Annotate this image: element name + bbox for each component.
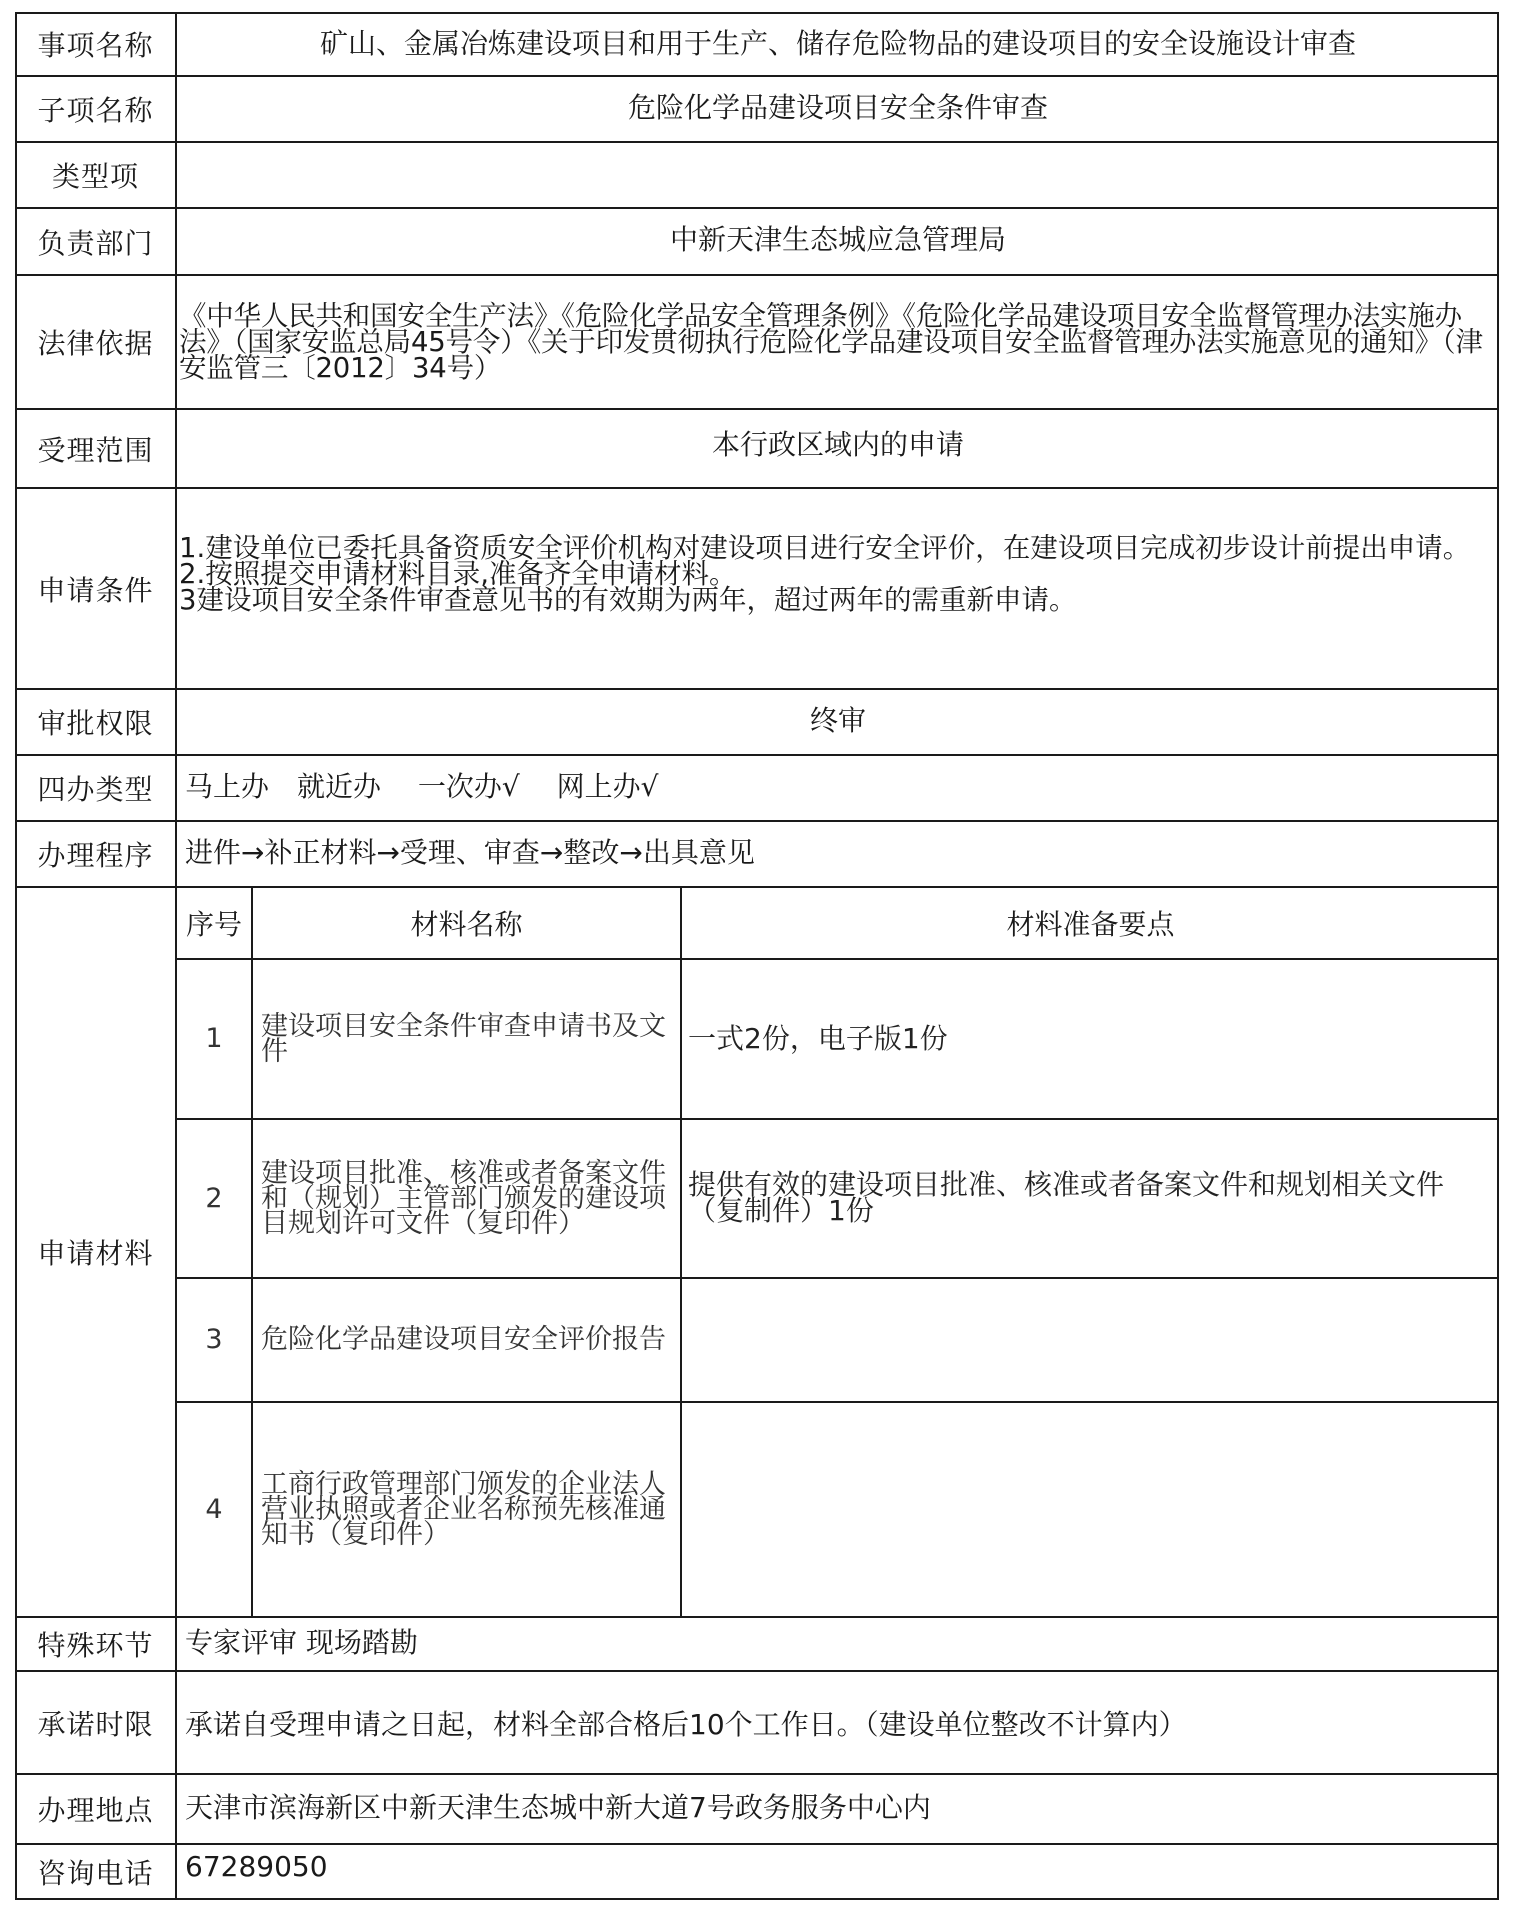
authority-label: 审批权限 [37, 707, 154, 740]
material-requirements [682, 1402, 1499, 1616]
material-requirements: 一式2份，电子版1份 [688, 1021, 948, 1055]
material-name: 建设项目安全条件审查申请书及文件 [261, 1010, 666, 1067]
time-limit-label: 承诺时限 [37, 1707, 154, 1741]
item-name-label: 事项名称 [37, 29, 154, 62]
materials-header-requirements: 材料准备要点 [1006, 908, 1175, 941]
condition-line-1: 1.建设单位已委托具备资质安全评价机构对建设项目进行安全评价，在建设项目完成初步设计前提出申请。 [179, 531, 1471, 564]
procedure-value: 进件→补正材料→受理、审查→整改→出具意见 [185, 836, 755, 869]
material-requirements: 提供有效的建设项目批准、核准或者备案文件和规划相关文件（复制件）1份 [688, 1168, 1445, 1227]
special-label: 特殊环节 [37, 1629, 154, 1662]
four-types-label: 四办类型 [37, 773, 154, 806]
materials-header-name: 材料名称 [410, 908, 523, 941]
material-seq: 2 [205, 1182, 223, 1214]
materials-header-seq: 序号 [185, 908, 242, 941]
department-label: 负责部门 [37, 226, 154, 260]
authority-value: 终审 [809, 704, 866, 737]
material-requirements [682, 1278, 1499, 1401]
location-label: 办理地点 [37, 1794, 154, 1827]
phone-label: 咨询电话 [37, 1857, 154, 1890]
department-value: 中新天津生态城应急管理局 [669, 223, 1006, 256]
materials-label: 申请材料 [37, 1237, 154, 1270]
sub-item-name-value: 危险化学品建设项目安全条件审查 [627, 91, 1048, 124]
type-item-value [177, 142, 1499, 208]
item-name-value: 矿山、金属冶炼建设项目和用于生产、储存危险物品的建设项目的安全设施设计审查 [319, 27, 1356, 60]
conditions-value [177, 488, 1499, 689]
legal-basis-value: 《中华人民共和国安全生产法》《危险化学品安全管理条例》《危险化学品建设项目安全监督管理办法实施办法》（国家安监总局45号令）《关于印发贯彻执行危险化学品建设项目安全监督管理办法实施意见的通知》（津安监管三〔2012〕34号） [179, 300, 1483, 384]
material-name: 建设项目批准、核准或者备案文件和（规划）主管部门颁发的建设项目规划许可文件（复印件） [261, 1157, 666, 1239]
material-seq: 1 [205, 1023, 223, 1054]
material-name: 工商行政管理部门颁发的企业法人营业执照或者企业名称预先核准通知书（复印件） [261, 1468, 666, 1550]
phone-value: 67289050 [185, 1850, 328, 1883]
material-seq: 4 [205, 1493, 223, 1525]
service-item-table [15, 12, 1499, 1900]
condition-line-3: 3建设项目安全条件审查意见书的有效期为两年，超过两年的需重新申请。 [179, 583, 1077, 616]
type-item-label: 类型项 [51, 160, 139, 193]
four-types-value: 马上办 就近办 一次办√ 网上办√ [185, 770, 659, 803]
legal-basis-label: 法律依据 [37, 327, 154, 360]
special-value: 专家评审 现场踏勘 [185, 1626, 418, 1659]
material-seq: 3 [205, 1324, 223, 1355]
location-value: 天津市滨海新区中新天津生态城中新大道7号政务服务中心内 [185, 1791, 931, 1824]
condition-line-2: 2.按照提交申请材料目录,准备齐全申请材料。 [179, 557, 737, 590]
conditions-label: 申请条件 [37, 573, 154, 607]
material-name: 危险化学品建设项目安全评价报告 [261, 1324, 666, 1355]
scope-label: 受理范围 [37, 433, 154, 467]
scope-value: 本行政区域内的申请 [711, 428, 964, 461]
procedure-label: 办理程序 [37, 839, 154, 872]
time-limit-value: 承诺自受理申请之日起，材料全部合格后10个工作日。（建设单位整改不计算内） [185, 1708, 1187, 1741]
sub-item-name-label: 子项名称 [37, 94, 154, 127]
